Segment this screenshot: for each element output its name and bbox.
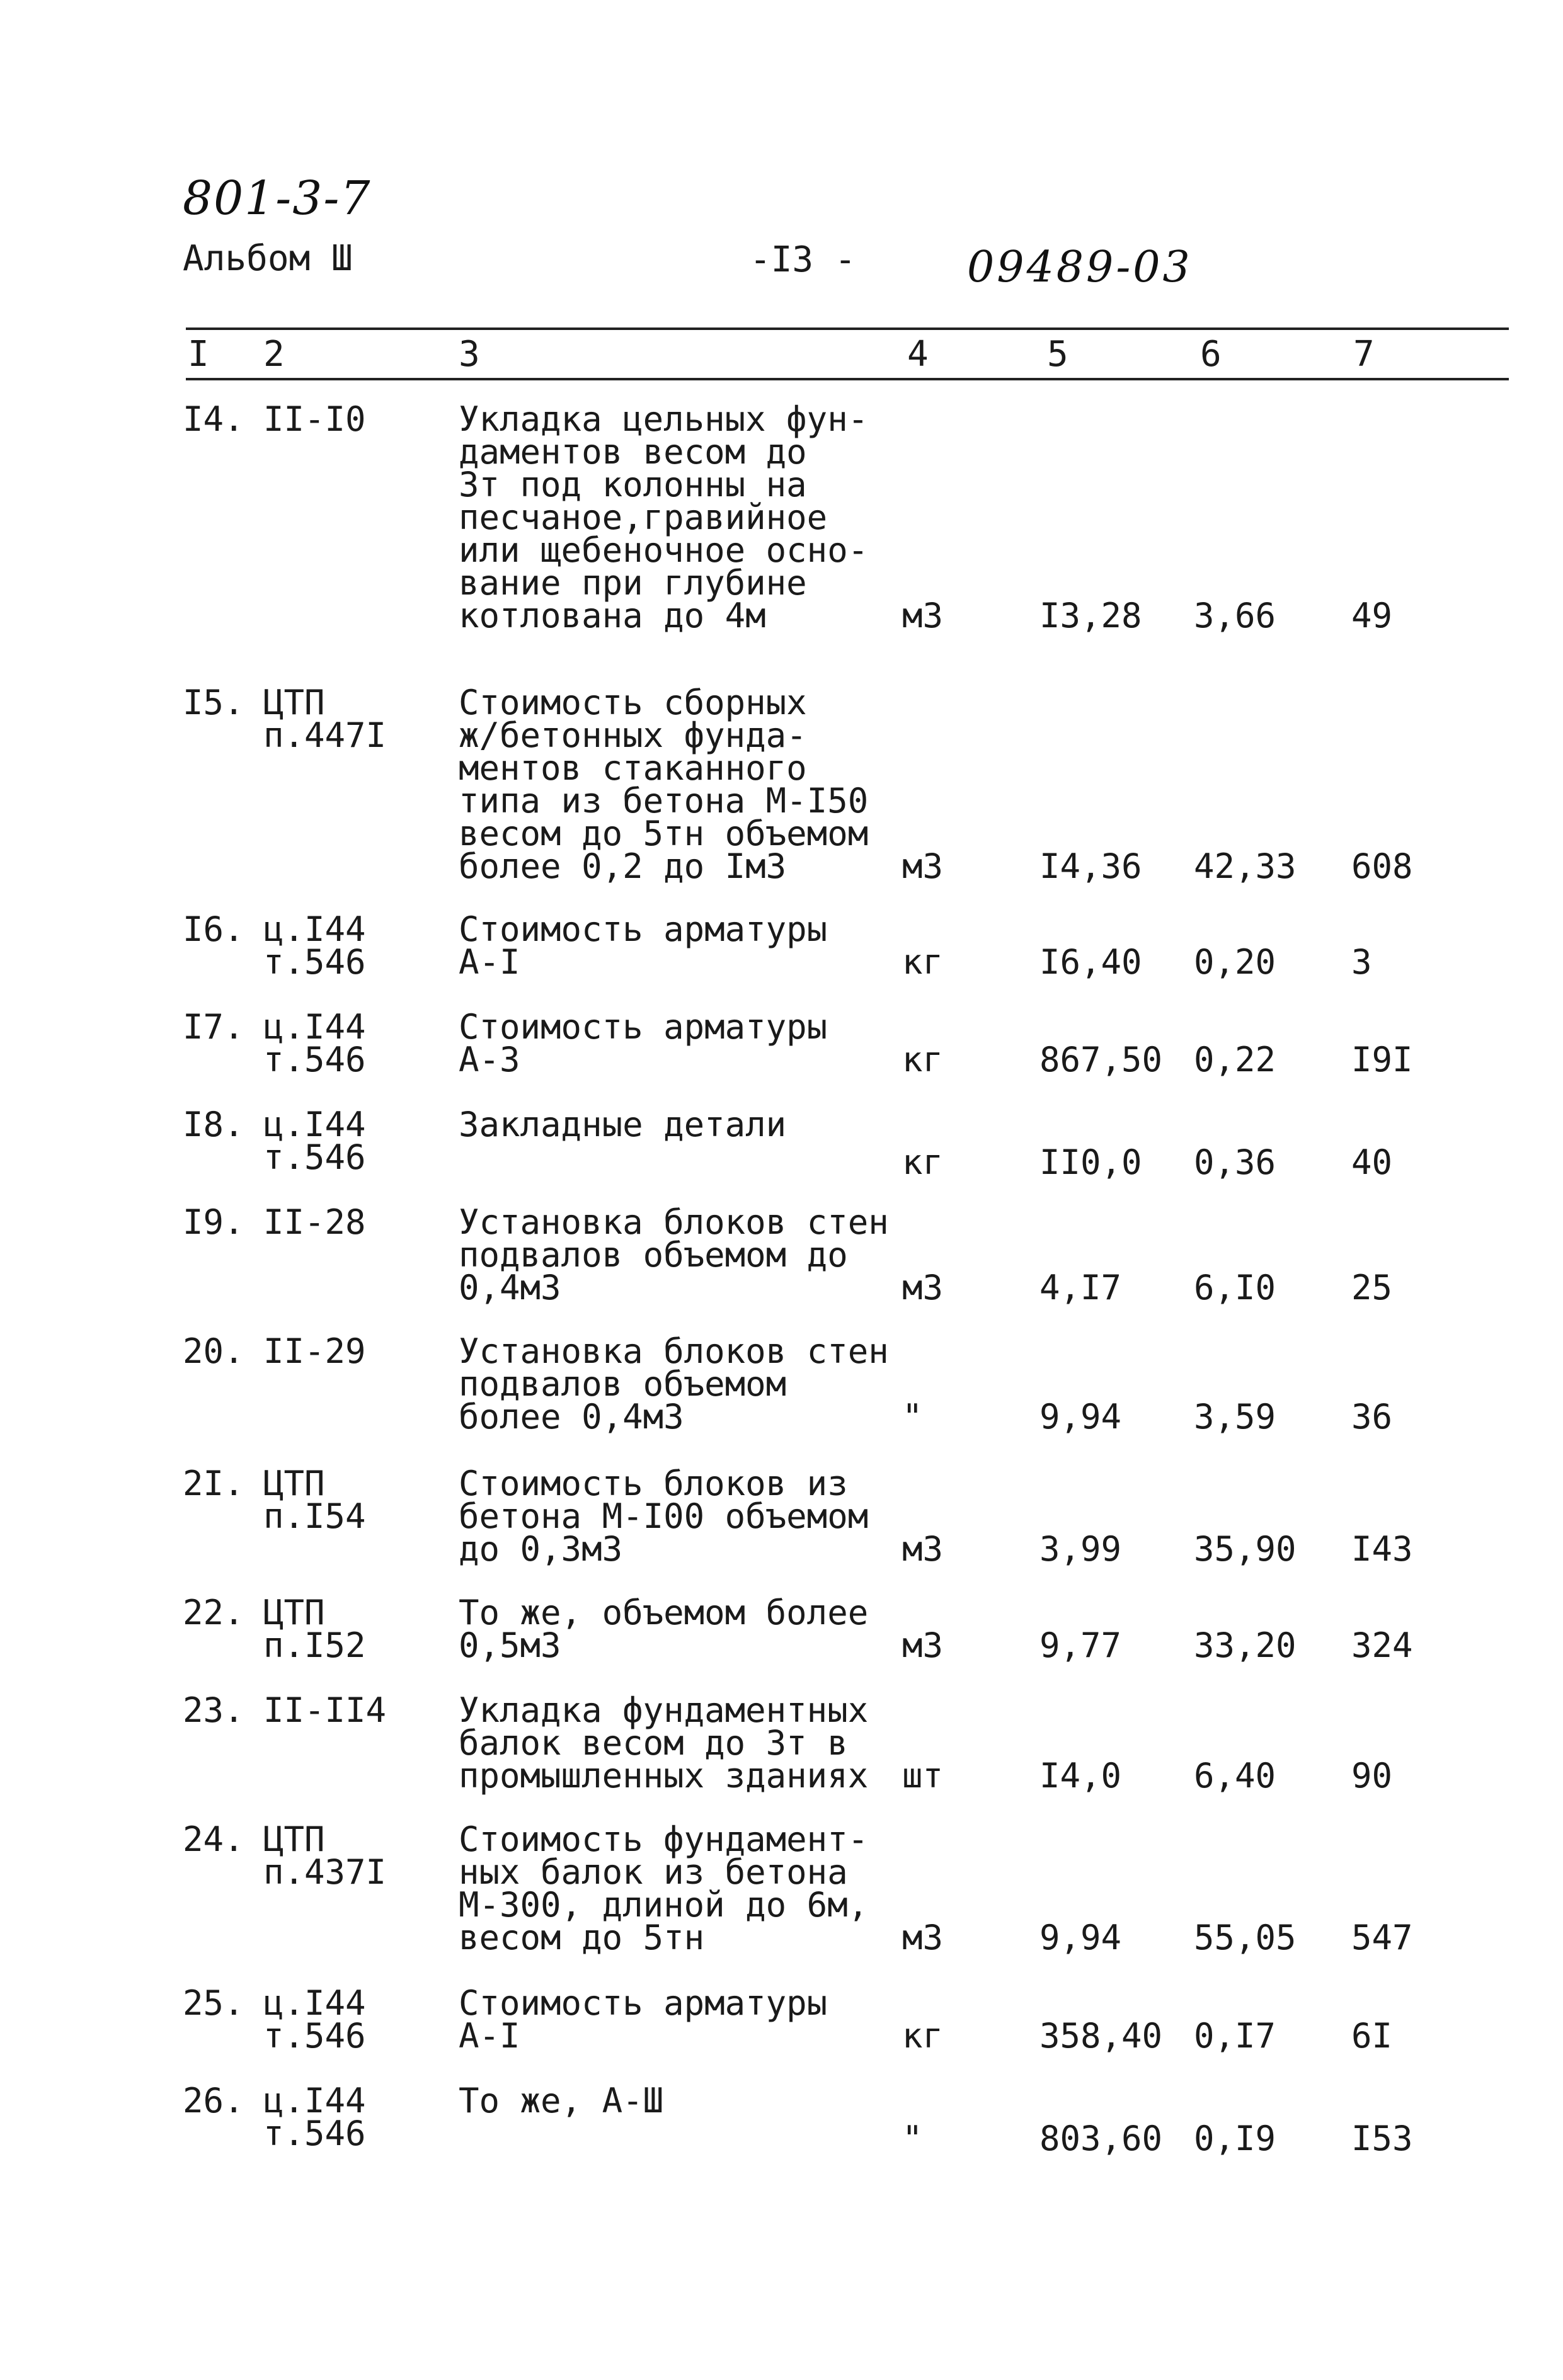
column-header-5: 5 bbox=[1047, 334, 1068, 375]
row-total: 40 bbox=[1351, 1142, 1393, 1182]
row-quantity: 867,50 bbox=[1039, 1040, 1163, 1079]
row-description: 0,4м3 bbox=[459, 1268, 561, 1307]
row-number: I6. bbox=[183, 909, 244, 949]
row-description: более 0,4м3 bbox=[459, 1397, 684, 1437]
row-description: Укладка фундаментных bbox=[459, 1690, 869, 1730]
column-header-2: 2 bbox=[263, 334, 285, 375]
row-unit: м3 bbox=[902, 1268, 944, 1307]
row-total: 90 bbox=[1351, 1756, 1393, 1796]
row-quantity: 9,77 bbox=[1039, 1626, 1122, 1665]
row-unit: м3 bbox=[902, 1626, 944, 1665]
page-number: -I3 - bbox=[750, 239, 856, 280]
row-description: Стоимость арматуры bbox=[459, 1007, 828, 1047]
row-description: весом до 5тн объемом bbox=[459, 814, 869, 853]
row-price: 6,40 bbox=[1194, 1756, 1276, 1796]
row-total: 6I bbox=[1351, 2016, 1393, 2056]
row-total: 608 bbox=[1351, 846, 1413, 886]
row-quantity: I4,0 bbox=[1039, 1756, 1122, 1796]
row-description: Стоимость арматуры bbox=[459, 1983, 828, 2023]
row-quantity: 4,I7 bbox=[1039, 1268, 1122, 1307]
row-code: II-28 bbox=[263, 1202, 366, 1242]
row-code: ц.I44 bbox=[263, 2081, 366, 2121]
row-unit: м3 bbox=[902, 846, 944, 886]
row-price: 3,59 bbox=[1194, 1397, 1276, 1437]
row-code: ЦТП bbox=[263, 1593, 325, 1632]
row-description: Стоимость блоков из bbox=[459, 1464, 848, 1503]
row-quantity: I6,40 bbox=[1039, 942, 1142, 982]
row-unit: " bbox=[902, 1397, 923, 1437]
row-price: 0,I7 bbox=[1194, 2016, 1276, 2056]
column-header-1: I bbox=[188, 334, 209, 375]
row-total: 3 bbox=[1351, 942, 1372, 982]
row-quantity: I3,28 bbox=[1039, 596, 1142, 635]
row-code: п.447I bbox=[263, 715, 387, 755]
row-description: М-300, длиной до 6м, bbox=[459, 1885, 869, 1925]
row-code: ц.I44 bbox=[263, 909, 366, 949]
row-quantity: 803,60 bbox=[1039, 2119, 1163, 2158]
row-code: II-II4 bbox=[263, 1690, 387, 1730]
row-number: I9. bbox=[183, 1202, 244, 1242]
row-description: А-I bbox=[459, 2016, 520, 2056]
row-description: весом до 5тн bbox=[459, 1918, 705, 1957]
row-code: II-29 bbox=[263, 1331, 366, 1371]
row-description: То же, А-Ш bbox=[459, 2081, 664, 2121]
row-code: II-I0 bbox=[263, 399, 366, 439]
row-total: 547 bbox=[1351, 1918, 1413, 1957]
row-number: 25. bbox=[183, 1983, 244, 2023]
row-unit: м3 bbox=[902, 1529, 944, 1569]
row-total: I9I bbox=[1351, 1040, 1413, 1079]
row-code: т.546 bbox=[263, 942, 366, 982]
row-unit: " bbox=[902, 2119, 923, 2158]
row-price: 0,22 bbox=[1194, 1040, 1276, 1079]
row-price: 0,I9 bbox=[1194, 2119, 1276, 2158]
row-description: Установка блоков стен bbox=[459, 1202, 889, 1242]
row-price: 3,66 bbox=[1194, 596, 1276, 635]
row-price: 0,36 bbox=[1194, 1142, 1276, 1182]
row-description: подвалов объемом bbox=[459, 1364, 787, 1404]
row-unit: м3 bbox=[902, 1918, 944, 1957]
column-header-4: 4 bbox=[907, 334, 929, 375]
row-total: I43 bbox=[1351, 1529, 1413, 1569]
row-description: бетона М-I00 объемом bbox=[459, 1496, 869, 1536]
row-description: Закладные детали bbox=[459, 1105, 787, 1144]
row-description: ж/бетонных фунда- bbox=[459, 715, 807, 755]
row-unit: кг bbox=[902, 1040, 944, 1079]
column-header-3: 3 bbox=[459, 334, 480, 375]
row-number: I5. bbox=[183, 683, 244, 722]
row-number: 20. bbox=[183, 1331, 244, 1371]
row-number: 26. bbox=[183, 2081, 244, 2121]
album-label: Альбом Ш bbox=[183, 238, 353, 279]
row-description: 0,5м3 bbox=[459, 1626, 561, 1665]
row-price: 6,I0 bbox=[1194, 1268, 1276, 1307]
row-number: I8. bbox=[183, 1105, 244, 1144]
row-quantity: 3,99 bbox=[1039, 1529, 1122, 1569]
row-description: более 0,2 до Iм3 bbox=[459, 846, 787, 886]
row-price: 33,20 bbox=[1194, 1626, 1297, 1665]
row-code: п.I54 bbox=[263, 1496, 366, 1536]
row-description: Стоимость арматуры bbox=[459, 909, 828, 949]
row-unit: кг bbox=[902, 942, 944, 982]
row-code: т.546 bbox=[263, 1040, 366, 1079]
row-description: То же, объемом более bbox=[459, 1593, 869, 1632]
column-header-6: 6 bbox=[1200, 334, 1222, 375]
column-header-7: 7 bbox=[1353, 334, 1375, 375]
row-description: котлована до 4м bbox=[459, 596, 766, 635]
row-code: ц.I44 bbox=[263, 1983, 366, 2023]
row-description: балок весом до 3т в bbox=[459, 1723, 848, 1763]
row-description: даментов весом до bbox=[459, 432, 807, 472]
row-unit: кг bbox=[902, 2016, 944, 2056]
handwritten-code: 801-3-7 bbox=[183, 171, 372, 225]
row-quantity: 9,94 bbox=[1039, 1918, 1122, 1957]
row-quantity: 9,94 bbox=[1039, 1397, 1122, 1437]
row-description: 3т под колонны на bbox=[459, 465, 807, 504]
row-unit: шт bbox=[902, 1756, 944, 1796]
row-code: т.546 bbox=[263, 2016, 366, 2056]
row-total: 25 bbox=[1351, 1268, 1393, 1307]
row-code: п.I52 bbox=[263, 1626, 366, 1665]
row-total: 36 bbox=[1351, 1397, 1393, 1437]
row-description: ментов стаканного bbox=[459, 748, 807, 788]
row-code: ЦТП bbox=[263, 1464, 325, 1503]
row-total: I53 bbox=[1351, 2119, 1413, 2158]
row-code: т.546 bbox=[263, 2114, 366, 2153]
row-number: 2I. bbox=[183, 1464, 244, 1503]
row-unit: м3 bbox=[902, 596, 944, 635]
row-description: Укладка цельных фун- bbox=[459, 399, 869, 439]
row-number: 22. bbox=[183, 1593, 244, 1632]
row-number: 23. bbox=[183, 1690, 244, 1730]
row-description: вание при глубине bbox=[459, 563, 807, 603]
row-description: А-I bbox=[459, 942, 520, 982]
row-total: 324 bbox=[1351, 1626, 1413, 1665]
row-description: или щебеночное осно- bbox=[459, 530, 869, 570]
row-description: А-3 bbox=[459, 1040, 520, 1079]
row-code: т.546 bbox=[263, 1137, 366, 1177]
row-unit: кг bbox=[902, 1142, 944, 1182]
row-number: 24. bbox=[183, 1819, 244, 1859]
row-number: I4. bbox=[183, 399, 244, 439]
row-code: п.437I bbox=[263, 1852, 387, 1892]
row-description: Стоимость сборных bbox=[459, 683, 807, 722]
row-code: ЦТП bbox=[263, 683, 325, 722]
row-code: ЦТП bbox=[263, 1819, 325, 1859]
row-description: промышленных зданиях bbox=[459, 1756, 869, 1796]
row-description: подвалов объемом до bbox=[459, 1235, 848, 1275]
handwritten-number: 09489-03 bbox=[967, 242, 1193, 292]
row-price: 55,05 bbox=[1194, 1918, 1297, 1957]
row-description: ных балок из бетона bbox=[459, 1852, 848, 1892]
row-total: 49 bbox=[1351, 596, 1393, 635]
row-description: типа из бетона М-I50 bbox=[459, 781, 869, 821]
row-quantity: 358,40 bbox=[1039, 2016, 1163, 2056]
row-price: 42,33 bbox=[1194, 846, 1297, 886]
row-quantity: II0,0 bbox=[1039, 1142, 1142, 1182]
row-description: песчаное,гравийное bbox=[459, 498, 828, 537]
row-number: I7. bbox=[183, 1007, 244, 1047]
row-price: 35,90 bbox=[1194, 1529, 1297, 1569]
row-description: до 0,3м3 bbox=[459, 1529, 623, 1569]
row-description: Стоимость фундамент- bbox=[459, 1819, 869, 1859]
row-price: 0,20 bbox=[1194, 942, 1276, 982]
row-code: ц.I44 bbox=[263, 1007, 366, 1047]
row-description: Установка блоков стен bbox=[459, 1331, 889, 1371]
row-quantity: I4,36 bbox=[1039, 846, 1142, 886]
row-code: ц.I44 bbox=[263, 1105, 366, 1144]
